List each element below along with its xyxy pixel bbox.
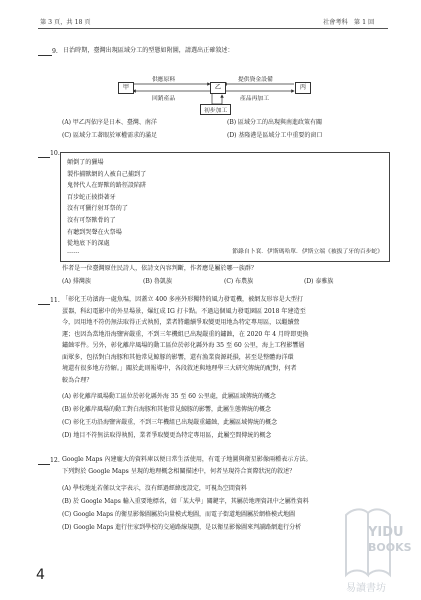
stem-line: 今，因用地不符仍無法取得正式執照，業者將繼續爭取變更用地為特定專用區，以繼續營 <box>62 319 300 326</box>
stem-line: 較為合理？ <box>62 376 93 384</box>
node-mid: 乙 <box>210 82 226 94</box>
option-c: (C) 彰化王功沿海鹽害嚴重，不到三年機組已出現嚴重鏽蝕，此屬區域傳統的概念 <box>62 419 278 426</box>
option-b: (B) 彰化離岸風場的動工對白海豚和其他常見鯨豚的影響，此屬生態傳統的概念 <box>62 406 271 413</box>
poem-line: 有聽到哭聲在火祭場 <box>67 228 122 236</box>
stem-line: 下列對於 Google Maps 呈現的地理概念相關描述中，何者呈現符合實際狀況的敘述？ <box>62 468 296 475</box>
option-b: (B) 區域分工的出現與南進政策有關 <box>227 119 322 126</box>
poem-line: 百步蛇正披掛著牙 <box>67 193 116 201</box>
question-stem: 作者是一位臺灣原住民詩人，依詩文內容判斷，作者應是屬於哪一族群？ <box>62 265 257 272</box>
stem-line: 運；也因為當地沿海鹽害嚴重，不到三年機組已出現嚴重的鏽蝕，在 2020 年 4 月時即更換 <box>62 330 309 338</box>
option-a: (A) 彰化離岸風場動工區位於彰化縣外海 35 至 60 公里處，此屬區域傳統的概念 <box>62 393 276 400</box>
stem-line: 「彰化王功濱海一處魚塭，因蓋立 400 多座外形獨特的風力發電機，被網友形容是大型打 <box>62 296 303 303</box>
node-right: 丙 <box>295 82 311 94</box>
question-number: 10. <box>50 150 60 157</box>
poem-line: …… <box>67 248 80 255</box>
watermark-line3: 易讀書坊 <box>346 583 386 594</box>
option-a: (A) 排灣族 <box>62 278 91 285</box>
question-number: 12. <box>50 457 60 464</box>
option-d: (D) 泰雅族 <box>304 278 334 285</box>
option-c: (C) Google Maps 的衛星影像圖屬於向量模式地圖，而電子街道地圖屬於網格模式地圖 <box>62 511 295 518</box>
label-reprocess: 產品再加工 <box>240 96 269 102</box>
answer-blank <box>38 297 50 305</box>
option-d: (D) 地目不符無法取得執照，業者爭取變更為特定專用區，此屬空間傳統的概念 <box>62 432 272 439</box>
label-return-goods: 回銷產品 <box>152 96 176 102</box>
stem-line: 面眾多，包括對白海豚和其他常見鯨豚的影響，還有漁業資源耗損，甚至是整體海洋環 <box>62 353 294 361</box>
page-marker: 4 <box>36 567 45 583</box>
poem-line: 製作捕獸網的人被自己捕到了 <box>67 170 147 178</box>
watermark-line2: BOOKS <box>368 541 412 554</box>
option-a: (A) 甲乙丙依序是日本、臺灣、南洋 <box>62 119 157 126</box>
question-number: 9. <box>52 48 58 55</box>
poem-box <box>60 152 390 262</box>
watermark-line1: YIDU <box>368 525 404 540</box>
option-b: (B) 魯凱族 <box>143 278 172 285</box>
option-b: (B) 於 Google Maps 輸入重要地標名，如「某大學」關鍵字，其屬於地理資訊中之屬性資料 <box>62 498 309 505</box>
label-supply-raw: 供應原料 <box>152 77 176 83</box>
poem-attribution: 節錄自卜袞．伊斯瑪哈單．伊斯立端《被拔了牙的百步蛇》 <box>232 249 383 255</box>
option-d: (D) 基隆港是區域分工中重要的窗口 <box>227 132 323 139</box>
arrow-initial-processing <box>212 93 222 104</box>
page-info: 第 3 頁，共 18 頁 <box>40 19 91 26</box>
poem-line: 顛倒了的獵場 <box>67 159 104 166</box>
poem-line: 沒有可祭獸骨的了 <box>67 217 116 224</box>
option-c: (C) 布農族 <box>224 278 254 285</box>
option-a: (A) 學校地址若僅以文字表示，沒有經過經緯度設定，可視為空間資料 <box>62 485 247 492</box>
answer-blank <box>38 150 50 158</box>
poem-line: 從地底下的深處 <box>67 240 110 248</box>
stem-line: 境還有很多地方待解。」關於此則報導中，各段敘述與地理學三大研究傳統的配對，何者 <box>62 365 297 372</box>
stem-line: 蛋器，科幻電影中的外星場景，爆紅成 IG 打卡點。不過這個風力發電園區 2018 年建造至 <box>62 307 306 315</box>
watermark-logo <box>338 505 412 595</box>
option-d: (D) Google Maps 進行住家到學校的交通路線規劃，是以衛星影像圖來判讀路網進行分析 <box>62 524 302 531</box>
poem-line: 沒有可獵行射耳祭的了 <box>67 205 128 213</box>
stem-line: Google Maps 內建龐大的資料庫以便日常生活使用，有電子地圖與衛星影像兩種表示方法。 <box>62 456 312 463</box>
label-capital: 提供資金設備 <box>238 77 273 83</box>
option-c: (C) 區域分工著眼於軍權需求的滿足 <box>62 132 158 139</box>
question-number: 11. <box>50 297 60 304</box>
answer-blank <box>38 457 50 465</box>
stem-line: 鏽蝕零件。另外，彰化離岸風場的動工區位於彰化縣外海 35 至 60 公里，海上工程影響層 <box>62 342 305 349</box>
question-stem: 日治時期，臺灣出現區域分工的型態如附圖，請選出正確敘述： <box>63 47 234 54</box>
label-initial-processing: 初步加工 <box>200 104 231 115</box>
exam-info: 社會考科 第 1 回 <box>323 19 375 26</box>
poem-line: 鬼替代人在野獸的路徑設陷阱 <box>67 182 147 190</box>
node-left: 甲 <box>118 82 134 94</box>
